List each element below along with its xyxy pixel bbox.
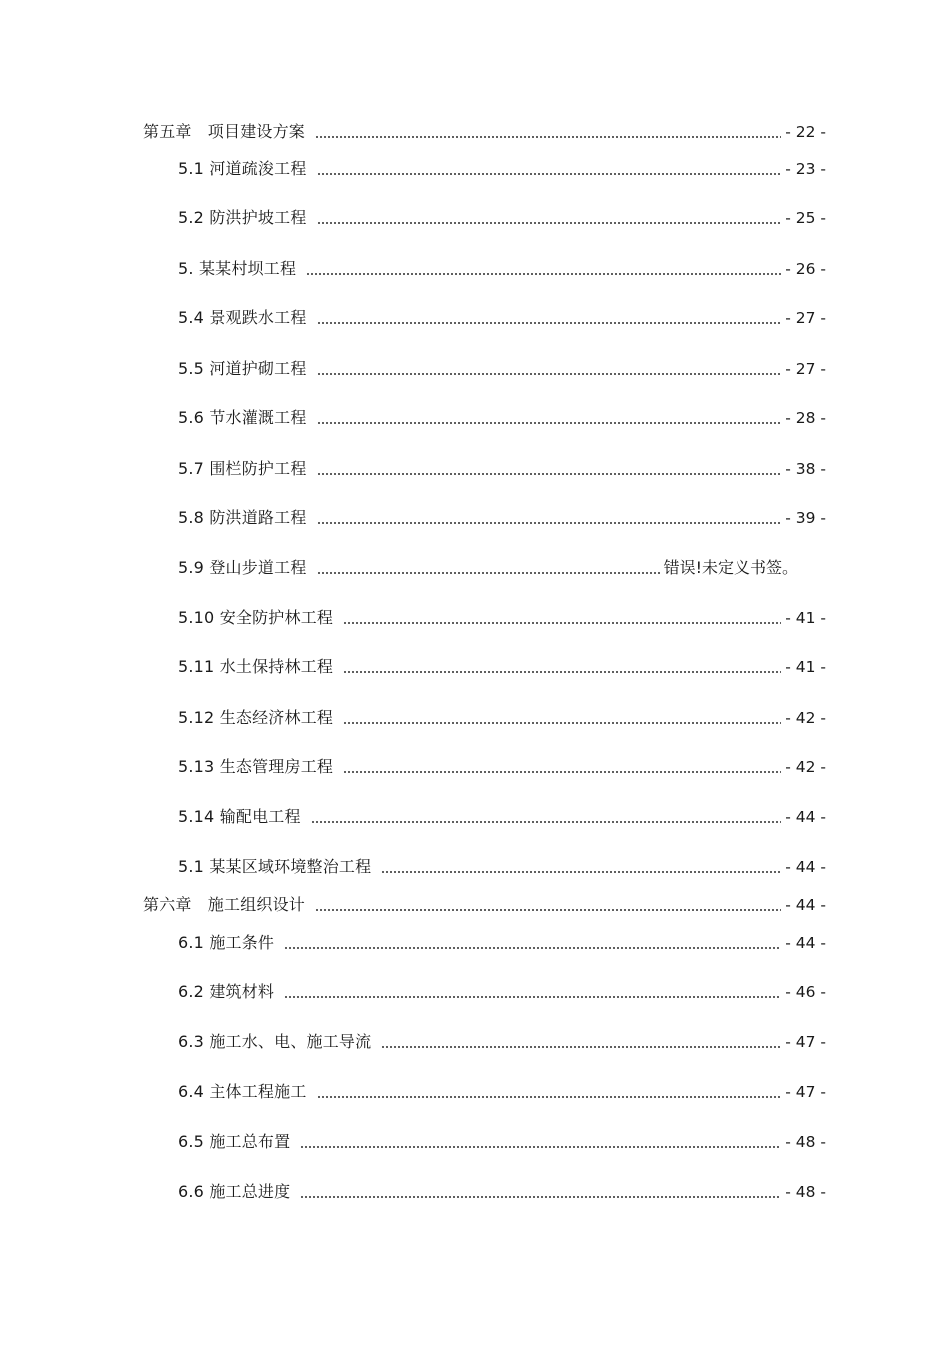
toc-entry-title: 5. 某某村坝工程: [178, 259, 297, 278]
toc-entry-title: 5.14 输配电工程: [178, 807, 301, 826]
toc-entry[interactable]: [178, 753, 826, 777]
toc-entry-page: - 42 -: [785, 709, 826, 727]
toc-entry-page: - 28 -: [785, 409, 826, 427]
toc-entry-page: - 25 -: [785, 209, 826, 227]
dot-leader: [381, 858, 781, 874]
toc-entry-page: - 27 -: [785, 309, 826, 327]
toc-entry[interactable]: [178, 155, 826, 179]
toc-entry[interactable]: [178, 1128, 826, 1152]
toc-entry-page: - 48 -: [785, 1183, 826, 1201]
toc-entry-page: - 44 -: [785, 934, 826, 952]
toc-entry-broken-bookmark[interactable]: [178, 554, 798, 578]
dot-leader: [317, 309, 782, 325]
dot-leader: [343, 609, 781, 625]
dot-leader: [315, 896, 781, 912]
toc-entry-page: - 22 -: [785, 123, 826, 141]
toc-entry-title: 5.1 某某区域环境整治工程: [178, 857, 372, 876]
toc-entry-title: 5.9 登山步道工程: [178, 558, 307, 577]
toc-entry[interactable]: [178, 404, 826, 428]
dot-leader: [343, 758, 781, 774]
toc-entry-chapter-6[interactable]: [143, 891, 826, 915]
dot-leader: [343, 658, 781, 674]
toc-entry-title: 第六章 施工组织设计: [143, 895, 306, 914]
toc-entry[interactable]: [178, 1028, 826, 1052]
dot-leader: [284, 934, 781, 950]
toc-entry-page: - 44 -: [785, 808, 826, 826]
toc-entry-page: - 47 -: [785, 1033, 826, 1051]
dot-leader: [315, 123, 781, 139]
toc-entry-title: 5.12 生态经济林工程: [178, 708, 334, 727]
dot-leader: [381, 1033, 781, 1049]
toc-entry-title: 5.8 防洪道路工程: [178, 508, 307, 527]
dot-leader: [317, 209, 782, 225]
toc-entry-page: - 46 -: [785, 983, 826, 1001]
toc-entry-page: - 44 -: [785, 858, 826, 876]
toc-entry-title: 5.2 防洪护坡工程: [178, 208, 307, 227]
toc-entry[interactable]: [178, 653, 826, 677]
toc-entry[interactable]: [178, 704, 826, 728]
toc-entry-error-text: 错误!未定义书签。: [663, 558, 798, 577]
dot-leader: [311, 808, 782, 824]
toc-entry-title: 5.13 生态管理房工程: [178, 757, 334, 776]
toc-entry-chapter-5[interactable]: [143, 118, 826, 142]
toc-entry-title: 6.1 施工条件: [178, 933, 275, 952]
toc-entry-title: 5.6 节水灌溉工程: [178, 408, 307, 427]
toc-entry-page: - 41 -: [785, 658, 826, 676]
dot-leader: [317, 409, 782, 425]
toc-entry[interactable]: [178, 504, 826, 528]
toc-entry-title: 第五章 项目建设方案: [143, 122, 306, 141]
toc-entry-page: - 44 -: [785, 896, 826, 914]
dot-leader: [317, 1083, 782, 1099]
toc-entry[interactable]: [178, 929, 826, 953]
toc-entry[interactable]: [178, 255, 826, 279]
toc-entry[interactable]: [178, 455, 826, 479]
dot-leader: [317, 360, 782, 376]
toc-entry[interactable]: [178, 604, 826, 628]
toc-entry[interactable]: [178, 304, 826, 328]
toc-entry-page: - 23 -: [785, 160, 826, 178]
toc-entry-title: 5.7 围栏防护工程: [178, 459, 307, 478]
toc-entry[interactable]: [178, 1178, 826, 1202]
dot-leader: [300, 1183, 781, 1199]
toc-entry-page: - 47 -: [785, 1083, 826, 1101]
dot-leader: [284, 983, 781, 999]
dot-leader: [343, 709, 781, 725]
toc-entry-title: 5.11 水土保持林工程: [178, 657, 334, 676]
toc-entry-title: 6.3 施工水、电、施工导流: [178, 1032, 372, 1051]
toc-entry-title: 6.2 建筑材料: [178, 982, 275, 1001]
toc-entry-title: 6.5 施工总布置: [178, 1132, 291, 1151]
toc-entry-title: 6.6 施工总进度: [178, 1182, 291, 1201]
dot-leader: [300, 1133, 781, 1149]
toc-entry[interactable]: [178, 1078, 826, 1102]
toc-entry-page: - 39 -: [785, 509, 826, 527]
dot-leader: [317, 160, 782, 176]
toc-entry-title: 5.1 河道疏浚工程: [178, 159, 307, 178]
toc-entry-title: 5.5 河道护砌工程: [178, 359, 307, 378]
toc-entry[interactable]: [178, 978, 826, 1002]
dot-leader: [317, 559, 662, 575]
toc-entry-page: - 26 -: [785, 260, 826, 278]
toc-entry-page: - 48 -: [785, 1133, 826, 1151]
toc-entry[interactable]: [178, 803, 826, 827]
toc-entry[interactable]: [178, 853, 826, 877]
toc-entry-page: - 42 -: [785, 758, 826, 776]
toc-entry-title: 5.10 安全防护林工程: [178, 608, 334, 627]
toc-entry-page: - 38 -: [785, 460, 826, 478]
toc-entry-page: - 27 -: [785, 360, 826, 378]
toc-entry-title: 6.4 主体工程施工: [178, 1082, 307, 1101]
toc-entry-page: - 41 -: [785, 609, 826, 627]
toc-entry-title: 5.4 景观跌水工程: [178, 308, 307, 327]
dot-leader: [317, 460, 782, 476]
dot-leader: [306, 260, 781, 276]
toc-entry[interactable]: [178, 204, 826, 228]
dot-leader: [317, 509, 782, 525]
toc-entry[interactable]: [178, 355, 826, 379]
